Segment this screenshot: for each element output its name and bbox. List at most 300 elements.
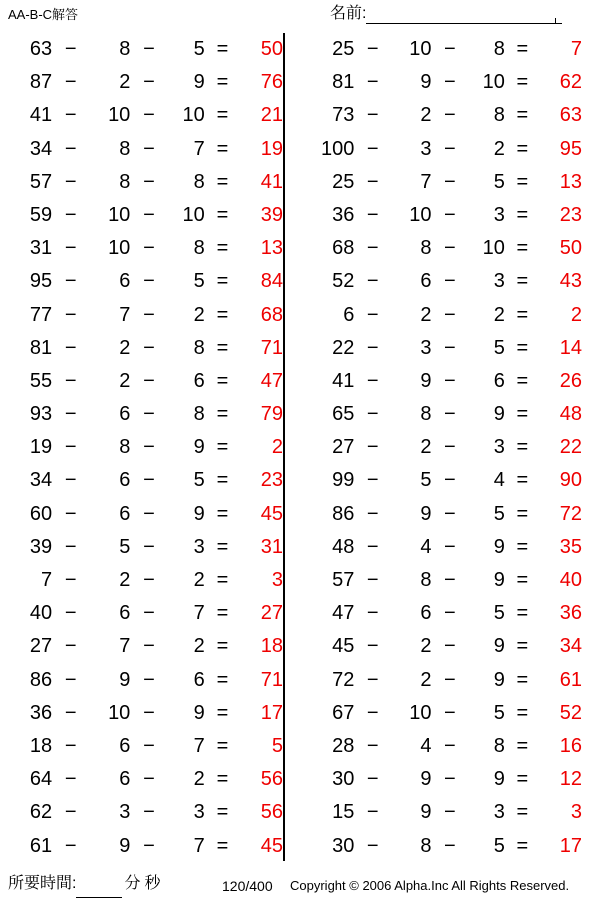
operand-2: 6 xyxy=(119,602,131,625)
operand-1: 30 xyxy=(332,768,355,791)
operand-1: 48 xyxy=(332,535,355,558)
operand-2: 7 xyxy=(420,170,432,193)
equals-sign: = xyxy=(216,203,229,226)
answer-value: 50 xyxy=(260,38,283,60)
equals-sign: = xyxy=(516,469,529,492)
minus-sign: − xyxy=(64,436,77,459)
problem-row xyxy=(299,796,582,829)
equals-sign: = xyxy=(216,104,229,127)
operand-3: 5 xyxy=(493,834,505,857)
minus-sign: − xyxy=(366,535,379,558)
operand-3: 2 xyxy=(493,303,505,326)
operand-3: 9 xyxy=(193,71,205,94)
name-label: 名前: xyxy=(330,5,367,22)
answer-value: 26 xyxy=(559,369,582,392)
problem-row xyxy=(0,199,283,232)
problem-row xyxy=(299,33,582,66)
operand-3: 10 xyxy=(482,71,505,94)
minus-sign: − xyxy=(366,734,379,757)
operand-3: 10 xyxy=(482,237,505,260)
minus-sign: − xyxy=(366,369,379,392)
operand-1: 31 xyxy=(29,237,53,260)
equals-sign: = xyxy=(216,635,229,658)
equals-sign: = xyxy=(216,701,229,724)
operand-1: 28 xyxy=(332,734,355,757)
operand-3: 8 xyxy=(193,403,205,426)
equals-sign: = xyxy=(216,768,229,791)
answer-value: 21 xyxy=(260,104,283,127)
equals-sign: = xyxy=(516,270,529,293)
equals-sign: = xyxy=(216,535,229,558)
minus-sign: − xyxy=(64,569,77,591)
minus-sign: − xyxy=(366,469,379,492)
minus-sign: − xyxy=(443,469,456,492)
minus-sign: − xyxy=(143,469,155,492)
equals-sign: = xyxy=(516,436,529,459)
operand-3: 3 xyxy=(493,203,505,226)
problem-row xyxy=(299,332,582,365)
operand-2: 2 xyxy=(119,569,131,591)
left-column xyxy=(0,33,283,868)
operand-3: 2 xyxy=(193,569,205,591)
minus-sign: − xyxy=(64,502,77,525)
operand-1: 86 xyxy=(29,668,53,691)
answer-value: 56 xyxy=(260,768,283,791)
answer-value: 22 xyxy=(559,436,582,459)
right-column xyxy=(299,33,582,868)
operand-3: 5 xyxy=(193,270,205,293)
problem-row xyxy=(0,630,283,663)
minus-sign: − xyxy=(443,203,456,226)
operand-2: 6 xyxy=(420,602,432,625)
answer-value: 84 xyxy=(260,270,283,293)
operand-1: 45 xyxy=(332,635,355,658)
operand-2: 5 xyxy=(119,535,131,558)
minus-sign: − xyxy=(143,734,155,757)
problem-row xyxy=(299,763,582,796)
equals-sign: = xyxy=(516,602,529,625)
operand-1: 64 xyxy=(29,768,53,791)
operand-1: 67 xyxy=(332,701,355,724)
minutes-input-line[interactable] xyxy=(76,879,122,898)
answer-value: 61 xyxy=(559,668,582,691)
equals-sign: = xyxy=(216,469,229,492)
operand-1: 93 xyxy=(29,403,53,426)
minus-sign: − xyxy=(366,270,379,293)
answer-value: 2 xyxy=(570,303,582,326)
operand-1: 60 xyxy=(29,502,53,525)
minus-sign: − xyxy=(143,801,155,824)
minus-sign: − xyxy=(143,535,155,558)
operand-2: 8 xyxy=(119,38,131,60)
minus-sign: − xyxy=(64,237,77,260)
equals-sign: = xyxy=(516,71,529,94)
operand-3: 5 xyxy=(493,502,505,525)
problem-row xyxy=(0,133,283,166)
operand-3: 3 xyxy=(493,270,505,293)
operand-3: 5 xyxy=(493,701,505,724)
answer-value: 43 xyxy=(559,270,582,293)
equals-sign: = xyxy=(516,336,529,359)
operand-1: 7 xyxy=(41,569,53,591)
operand-1: 77 xyxy=(29,303,53,326)
equals-sign: = xyxy=(216,602,229,625)
minus-sign: − xyxy=(443,834,456,857)
operand-1: 63 xyxy=(29,38,53,60)
minus-sign: − xyxy=(366,502,379,525)
operand-2: 10 xyxy=(409,203,432,226)
answer-value: 56 xyxy=(260,801,283,824)
equals-sign: = xyxy=(516,38,529,60)
minus-sign: − xyxy=(64,369,77,392)
problem-row xyxy=(0,730,283,763)
operand-1: 19 xyxy=(29,436,53,459)
minus-sign: − xyxy=(64,668,77,691)
answer-value: 48 xyxy=(559,403,582,426)
operand-1: 68 xyxy=(332,237,355,260)
operand-3: 9 xyxy=(493,403,505,426)
operand-1: 18 xyxy=(29,734,53,757)
operand-2: 2 xyxy=(420,635,432,658)
operand-3: 3 xyxy=(493,436,505,459)
operand-3: 5 xyxy=(493,602,505,625)
operand-2: 4 xyxy=(420,734,432,757)
column-divider xyxy=(283,33,285,861)
operand-3: 10 xyxy=(182,203,205,226)
minus-sign: − xyxy=(143,303,155,326)
minus-sign: − xyxy=(64,734,77,757)
answer-value: 41 xyxy=(260,170,283,193)
minus-sign: − xyxy=(366,237,379,260)
minus-sign: − xyxy=(443,635,456,658)
minus-sign: − xyxy=(143,502,155,525)
operand-3: 6 xyxy=(193,369,205,392)
minus-sign: − xyxy=(143,38,155,60)
operand-1: 27 xyxy=(29,635,53,658)
operand-3: 3 xyxy=(193,801,205,824)
answer-value: 31 xyxy=(260,535,283,558)
operand-1: 34 xyxy=(29,469,53,492)
operand-3: 9 xyxy=(493,569,505,591)
operand-1: 52 xyxy=(332,270,355,293)
operand-1: 81 xyxy=(29,336,53,359)
minus-sign: − xyxy=(366,602,379,625)
equals-sign: = xyxy=(516,369,529,392)
answer-value: 79 xyxy=(260,403,283,426)
problem-row xyxy=(299,66,582,99)
answer-value: 19 xyxy=(260,137,283,160)
minus-sign: − xyxy=(366,569,379,591)
operand-2: 3 xyxy=(420,137,432,160)
operand-3: 7 xyxy=(193,602,205,625)
operand-2: 2 xyxy=(119,369,131,392)
equals-sign: = xyxy=(516,668,529,691)
minus-sign: − xyxy=(143,768,155,791)
operand-2: 6 xyxy=(119,734,131,757)
equals-sign: = xyxy=(516,303,529,326)
problem-row xyxy=(0,166,283,199)
problem-row xyxy=(299,564,582,597)
operand-1: 25 xyxy=(332,38,355,60)
operand-1: 73 xyxy=(332,104,355,127)
minus-sign: − xyxy=(443,336,456,359)
operand-3: 9 xyxy=(193,701,205,724)
minus-sign: − xyxy=(443,237,456,260)
operand-2: 9 xyxy=(420,502,432,525)
operand-2: 2 xyxy=(420,104,432,127)
answer-value: 39 xyxy=(260,203,283,226)
name-field-block xyxy=(330,4,562,24)
operand-1: 40 xyxy=(29,602,53,625)
operand-2: 10 xyxy=(108,701,131,724)
answer-value: 12 xyxy=(559,768,582,791)
equals-sign: = xyxy=(216,369,229,392)
equals-sign: = xyxy=(216,38,229,60)
equals-sign: = xyxy=(216,270,229,293)
problem-row xyxy=(0,498,283,531)
operand-1: 65 xyxy=(332,403,355,426)
minus-sign: − xyxy=(64,38,77,60)
equals-sign: = xyxy=(216,801,229,824)
problem-row xyxy=(0,332,283,365)
answer-value: 95 xyxy=(559,137,582,160)
operand-3: 8 xyxy=(493,104,505,127)
operand-3: 8 xyxy=(193,336,205,359)
problem-row xyxy=(299,464,582,497)
operand-3: 2 xyxy=(493,137,505,160)
operand-2: 2 xyxy=(119,336,131,359)
answer-value: 3 xyxy=(271,569,283,591)
problem-row xyxy=(0,66,283,99)
name-input-line[interactable] xyxy=(366,7,562,24)
operand-2: 8 xyxy=(119,137,131,160)
operand-3: 7 xyxy=(193,834,205,857)
equals-sign: = xyxy=(516,237,529,260)
minus-sign: − xyxy=(366,336,379,359)
operand-1: 55 xyxy=(29,369,53,392)
operand-1: 36 xyxy=(332,203,355,226)
minus-sign: − xyxy=(143,336,155,359)
minus-sign: − xyxy=(64,270,77,293)
minus-sign: − xyxy=(443,170,456,193)
minus-sign: − xyxy=(64,303,77,326)
minus-sign: − xyxy=(443,569,456,591)
minus-sign: − xyxy=(443,734,456,757)
operand-1: 99 xyxy=(332,469,355,492)
problem-row xyxy=(299,697,582,730)
operand-1: 95 xyxy=(29,270,53,293)
equals-sign: = xyxy=(216,834,229,857)
operand-2: 6 xyxy=(420,270,432,293)
minus-sign: − xyxy=(443,668,456,691)
problem-row xyxy=(0,830,283,863)
minus-sign: − xyxy=(366,403,379,426)
minus-sign: − xyxy=(443,436,456,459)
minus-sign: − xyxy=(143,602,155,625)
equals-sign: = xyxy=(216,569,229,591)
operand-2: 5 xyxy=(420,469,432,492)
minus-sign: − xyxy=(64,801,77,824)
minus-sign: − xyxy=(443,303,456,326)
operand-2: 9 xyxy=(420,71,432,94)
answer-value: 36 xyxy=(559,602,582,625)
equals-sign: = xyxy=(216,734,229,757)
minus-sign: − xyxy=(366,203,379,226)
problem-row xyxy=(0,299,283,332)
operand-3: 6 xyxy=(493,369,505,392)
minus-sign: − xyxy=(366,768,379,791)
minus-sign: − xyxy=(443,768,456,791)
minus-sign: − xyxy=(64,336,77,359)
operand-2: 8 xyxy=(420,403,432,426)
minus-sign: − xyxy=(64,71,77,94)
operand-1: 47 xyxy=(332,602,355,625)
operand-1: 15 xyxy=(332,801,355,824)
operand-2: 10 xyxy=(108,237,131,260)
name-line-tick xyxy=(555,18,556,23)
answer-value: 71 xyxy=(260,668,283,691)
answer-value: 90 xyxy=(559,469,582,492)
equals-sign: = xyxy=(516,734,529,757)
operand-1: 57 xyxy=(29,170,53,193)
answer-value: 40 xyxy=(559,569,582,591)
minus-sign: − xyxy=(143,436,155,459)
minus-sign: − xyxy=(64,469,77,492)
operand-3: 7 xyxy=(193,734,205,757)
minus-sign: − xyxy=(64,701,77,724)
answer-value: 17 xyxy=(260,701,283,724)
operand-2: 6 xyxy=(119,502,131,525)
equals-sign: = xyxy=(516,170,529,193)
equals-sign: = xyxy=(216,137,229,160)
problem-row xyxy=(0,365,283,398)
answer-value: 7 xyxy=(570,38,582,60)
equals-sign: = xyxy=(516,137,529,160)
operand-2: 6 xyxy=(119,403,131,426)
problem-row xyxy=(0,464,283,497)
equals-sign: = xyxy=(516,403,529,426)
operand-1: 34 xyxy=(29,137,53,160)
answer-value: 16 xyxy=(559,734,582,757)
problem-row xyxy=(0,564,283,597)
problem-row xyxy=(299,199,582,232)
operand-3: 9 xyxy=(493,535,505,558)
problem-columns xyxy=(0,33,600,868)
operand-1: 41 xyxy=(29,104,53,127)
minus-sign: − xyxy=(366,701,379,724)
operand-2: 3 xyxy=(119,801,131,824)
minus-sign: − xyxy=(64,834,77,857)
answer-value: 50 xyxy=(559,237,582,260)
problem-row xyxy=(0,597,283,630)
operand-3: 2 xyxy=(193,635,205,658)
operand-1: 62 xyxy=(29,801,53,824)
minus-sign: − xyxy=(366,668,379,691)
problem-row xyxy=(0,398,283,431)
operand-2: 10 xyxy=(409,38,432,60)
operand-1: 72 xyxy=(332,668,355,691)
minus-sign: − xyxy=(64,137,77,160)
minus-sign: − xyxy=(143,237,155,260)
minus-sign: − xyxy=(64,768,77,791)
operand-1: 100 xyxy=(321,137,355,160)
minus-sign: − xyxy=(443,502,456,525)
operand-2: 8 xyxy=(119,170,131,193)
answer-value: 62 xyxy=(559,71,582,94)
problem-row xyxy=(0,33,283,66)
minus-sign: − xyxy=(443,71,456,94)
minus-sign: − xyxy=(443,104,456,127)
equals-sign: = xyxy=(516,801,529,824)
minus-sign: − xyxy=(366,801,379,824)
operand-3: 3 xyxy=(493,801,505,824)
minus-sign: − xyxy=(366,104,379,127)
minus-sign: − xyxy=(366,170,379,193)
problem-row xyxy=(299,265,582,298)
answer-value: 45 xyxy=(260,502,283,525)
equals-sign: = xyxy=(516,502,529,525)
operand-2: 6 xyxy=(119,768,131,791)
equals-sign: = xyxy=(516,834,529,857)
operand-3: 5 xyxy=(193,469,205,492)
operand-3: 10 xyxy=(182,104,205,127)
operand-1: 30 xyxy=(332,834,355,857)
minus-sign: − xyxy=(366,635,379,658)
operand-1: 6 xyxy=(343,303,355,326)
operand-2: 4 xyxy=(420,535,432,558)
problem-row xyxy=(299,99,582,132)
equals-sign: = xyxy=(216,170,229,193)
answer-value: 47 xyxy=(260,369,283,392)
minus-sign: − xyxy=(366,436,379,459)
equals-sign: = xyxy=(516,203,529,226)
equals-sign: = xyxy=(516,768,529,791)
problem-row xyxy=(0,265,283,298)
operand-2: 2 xyxy=(119,71,131,94)
minus-sign: − xyxy=(443,701,456,724)
time-required-block xyxy=(8,870,162,898)
worksheet-title: AA-B-C解答 xyxy=(8,7,79,22)
minus-sign: − xyxy=(64,403,77,426)
operand-1: 61 xyxy=(29,834,53,857)
operand-3: 4 xyxy=(493,469,505,492)
equals-sign: = xyxy=(216,237,229,260)
answer-value: 13 xyxy=(559,170,582,193)
equals-sign: = xyxy=(216,502,229,525)
answer-value: 76 xyxy=(260,71,283,94)
operand-2: 10 xyxy=(409,701,432,724)
problem-row xyxy=(299,431,582,464)
operand-1: 87 xyxy=(29,71,53,94)
minus-sign: − xyxy=(443,535,456,558)
minus-sign: − xyxy=(443,137,456,160)
answer-value: 72 xyxy=(559,502,582,525)
answer-value: 17 xyxy=(559,834,582,857)
answer-value: 63 xyxy=(559,104,582,127)
minus-sign: − xyxy=(64,170,77,193)
equals-sign: = xyxy=(216,71,229,94)
operand-1: 22 xyxy=(332,336,355,359)
time-required-label: 所要時間: xyxy=(8,875,77,892)
problem-row xyxy=(299,133,582,166)
problem-row xyxy=(299,730,582,763)
answer-value: 23 xyxy=(260,469,283,492)
answer-value: 14 xyxy=(559,336,582,359)
minus-sign: − xyxy=(143,137,155,160)
operand-3: 3 xyxy=(193,535,205,558)
answer-value: 35 xyxy=(559,535,582,558)
minus-sign: − xyxy=(443,270,456,293)
